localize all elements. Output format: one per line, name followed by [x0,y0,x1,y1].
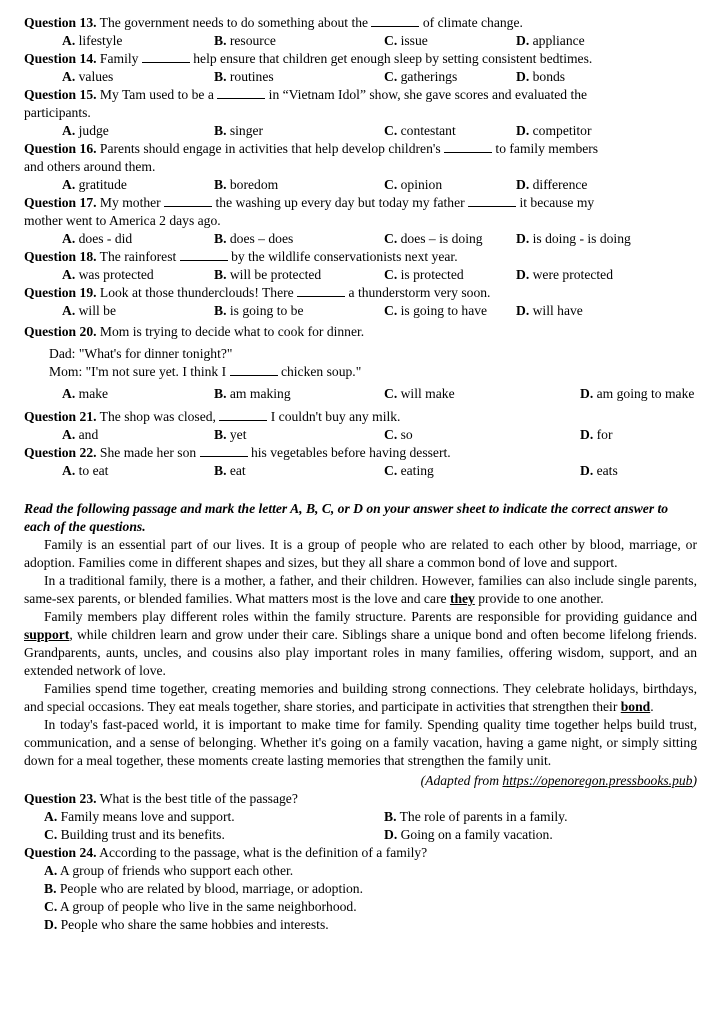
option-d[interactable]: D. People who share the same hobbies and interests. [44,917,329,932]
question-number: Question 20. [24,324,97,339]
question-text: Mom is trying to decide what to cook for dinner. [96,324,365,339]
question-text: Family [96,51,142,66]
answer-blank [444,140,492,153]
question-text: The government needs to do something about the [96,15,372,30]
options-row [24,808,697,826]
question-number: Question 14. [24,51,97,66]
option-b[interactable]: B. The role of parents in a family. [384,809,568,824]
question-16 [24,140,697,194]
option-b[interactable]: B. boredom [214,177,279,192]
option-c[interactable]: C. A group of people who live in the same neighborhood. [44,899,357,914]
question-text-cont: mother went to America 2 days ago. [24,213,221,228]
question-text: in “Vietnam Idol” show, she gave scores and evaluated the [265,87,588,102]
option-a[interactable]: A. A group of friends who support each other. [44,863,294,878]
option-d[interactable]: D. eats [580,463,618,478]
underlined-word-support: support [24,627,70,642]
option-d[interactable]: D. will have [516,303,583,318]
source-link[interactable]: https://openoregon.pressbooks.pub [502,773,693,788]
question-text: The rainforest [96,249,180,264]
options-row [24,32,697,50]
question-number: Question 16. [24,141,97,156]
question-text: it because my [516,195,595,210]
question-number: Question 13. [24,15,97,30]
option-c[interactable]: C. opinion [384,177,443,192]
option-c[interactable]: C. is protected [384,267,464,282]
question-number: Question 15. [24,87,97,102]
option-c[interactable]: C. is going to have [384,303,488,318]
question-text: a thunderstorm very soon. [345,285,491,300]
passage-paragraph-3: Family members play different roles within the family structure. Parents are responsible for providing guidance and support, while children learn and grow under their care. Siblings share a unique bond and often become lifelong friends. Grandparents, aunts, uncles, and cousins also play important roles in many families, offering wisdom, support, and an extended network of love. [24,609,697,678]
question-text-cont: participants. [24,105,91,120]
question-text: Look at those thunderclouds! There [96,285,298,300]
question-text: the washing up every day but today my father [212,195,469,210]
option-c[interactable]: C. issue [384,33,428,48]
option-c[interactable]: C. contestant [384,123,456,138]
passage-paragraph-5: In today's fast-paced world, it is important to make time for family. Spending quality time together helps build trust, communication, and a sense of belonging. Whether it's going on a family vacation, having a game night, or simply sitting down for a meal together, these moments create lasting memories that strengthen the family unit. [24,717,697,768]
option-d[interactable]: D. Going on a family vacation. [384,827,553,842]
question-text: According to the passage, what is the definition of a family? [96,845,428,860]
answer-blank [371,14,419,27]
option-b[interactable]: B. does – does [214,231,294,246]
options-row [24,426,697,444]
option-b[interactable]: B. is going to be [214,303,304,318]
question-number: Question 24. [24,845,97,860]
option-b[interactable]: B. People who are related by blood, marriage, or adoption. [44,881,363,896]
question-15 [24,86,697,140]
question-number: Question 23. [24,791,97,806]
option-a[interactable]: A. and [62,427,99,442]
option-a[interactable]: A. Family means love and support. [44,809,235,824]
option-a[interactable]: A. gratitude [62,177,127,192]
options-row [24,122,697,140]
options-row [24,302,697,320]
option-a[interactable]: A. will be [62,303,116,318]
answer-blank [219,408,267,421]
option-d[interactable]: D. competitor [516,123,592,138]
dialog-dad: Dad: "What's for dinner tonight?" [49,346,233,361]
reading-instruction: Read the following passage and mark the letter A, B, C, or D on your answer sheet to indicate the correct answer to each of the questions. [24,501,669,534]
question-text-cont: and others around them. [24,159,156,174]
question-18 [24,248,697,284]
passage-paragraph-4: Families spend time together, creating memories and building strong connections. They celebrate holidays, birthdays, and special occasions. They eat meals together, share stories, and participate in activities that strengthen their bond. [24,681,697,714]
options-row [24,266,697,284]
exam-page [24,14,697,934]
option-a[interactable]: A. lifestyle [62,33,123,48]
option-c[interactable]: C. eating [384,463,434,478]
option-d[interactable]: D. is doing - is doing [516,231,631,246]
options-row [24,385,697,403]
options-row [24,826,697,844]
option-a[interactable]: A. values [62,69,114,84]
question-number: Question 17. [24,195,97,210]
question-text: What is the best title of the passage? [96,791,298,806]
option-b[interactable]: B. am making [214,386,291,401]
question-text: My Tam used to be a [96,87,218,102]
answer-blank [297,284,345,297]
option-c[interactable]: C. Building trust and its benefits. [44,827,225,842]
question-text: Parents should engage in activities that help develop children's [96,141,445,156]
option-d[interactable]: D. for [580,427,613,442]
question-22 [24,444,697,480]
answer-blank [230,363,278,376]
option-c[interactable]: C. does – is doing [384,231,483,246]
question-21 [24,408,697,444]
question-text: his vegetables before having dessert. [247,445,451,460]
option-b[interactable]: B. singer [214,123,264,138]
passage-source: (Adapted from https://openoregon.pressbooks.pub) [420,773,697,788]
options-row [24,176,697,194]
option-d[interactable]: D. appliance [516,33,585,48]
option-d[interactable]: D. am going to make [580,386,695,401]
option-c[interactable]: C. gatherings [384,69,458,84]
answer-blank [200,444,248,457]
options-row [24,230,697,248]
answer-blank [217,86,265,99]
option-b[interactable]: B. will be protected [214,267,322,282]
underlined-word-bond: bond [620,699,651,714]
answer-blank [180,248,228,261]
option-b[interactable]: B. resource [214,33,276,48]
question-text: The shop was closed, [96,409,220,424]
question-text: by the wildlife conservationists next year. [227,249,458,264]
options-row [24,462,697,480]
answer-blank [468,194,516,207]
answer-blank [164,194,212,207]
passage-paragraph-1: Family is an essential part of our lives. It is a group of people who are related to each other by blood, marriage, or adoption. Families come in different shapes and sizes, but they all share a common bond of love and support. [24,537,697,570]
question-text: help ensure that children get enough sleep by setting consistent bedtimes. [189,51,593,66]
question-20 [24,323,697,403]
question-number: Question 21. [24,409,97,424]
option-a[interactable]: A. make [62,386,109,401]
options-row [24,68,697,86]
option-c[interactable]: C. so [384,427,413,442]
option-b[interactable]: B. eat [214,463,246,478]
question-24 [24,844,697,934]
question-number: Question 22. [24,445,97,460]
question-17 [24,194,697,248]
option-a[interactable]: A. judge [62,123,109,138]
option-b[interactable]: B. yet [214,427,247,442]
option-c[interactable]: C. will make [384,386,455,401]
option-a[interactable]: A. was protected [62,267,154,282]
option-d[interactable]: D. difference [516,177,588,192]
question-text: to family members [492,141,599,156]
option-b[interactable]: B. routines [214,69,274,84]
question-text: My mother [96,195,165,210]
question-number: Question 18. [24,249,97,264]
question-text: of climate change. [419,15,523,30]
question-19 [24,284,697,320]
passage-paragraph-2: In a traditional family, there is a mother, a father, and their children. However, families can also include single parents, same-sex parents, or blended families. What matters most is the love and care they provide to one another. [24,573,697,606]
question-text: She made her son [96,445,200,460]
question-23 [24,790,697,844]
question-13 [24,14,697,50]
underlined-word-they: they [449,591,475,606]
question-number: Question 19. [24,285,97,300]
option-a[interactable]: A. to eat [62,463,109,478]
question-14 [24,50,697,86]
option-d[interactable]: D. were protected [516,267,613,282]
option-d[interactable]: D. bonds [516,69,566,84]
question-text: I couldn't buy any milk. [267,409,401,424]
answer-blank [142,50,190,63]
dialog-mom: Mom: "I'm not sure yet. I think I chicken soup." [49,364,362,379]
reading-passage [24,536,697,790]
option-a[interactable]: A. does - did [62,231,133,246]
